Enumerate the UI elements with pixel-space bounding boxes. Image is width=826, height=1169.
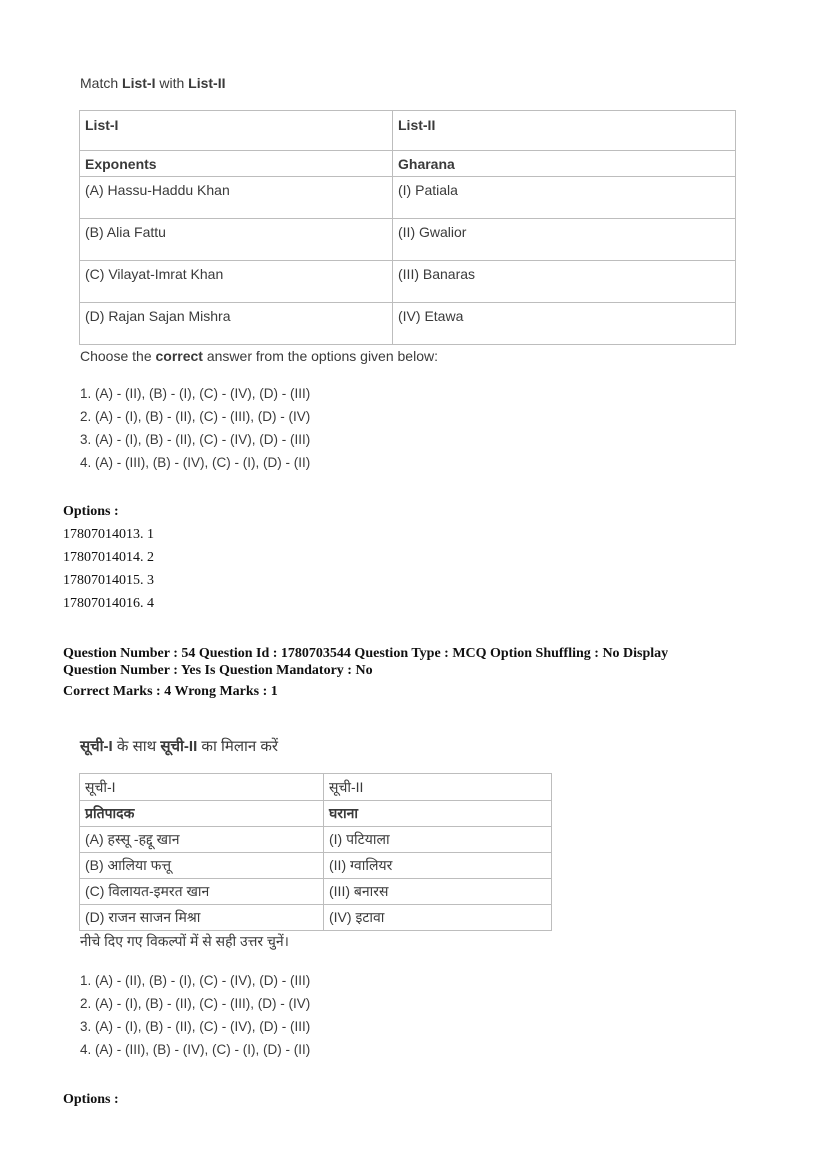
options-label: Options : [63, 504, 119, 519]
table-cell: (I) पटियाला [324, 827, 552, 853]
table-row [80, 879, 552, 905]
table-cell: (A) Hassu-Haddu Khan [80, 177, 393, 219]
table-header-row [80, 774, 552, 801]
table-row [80, 827, 552, 853]
instruction-hi: नीचे दिए गए विकल्पों में से सही उत्तर चुनें। [80, 933, 289, 949]
heading-list2: List-II [188, 75, 226, 91]
table-header-cell: List-I [80, 111, 393, 151]
table-subheader-row [80, 151, 736, 177]
table-cell: (I) Patiala [393, 177, 736, 219]
table-subheader-cell: प्रतिपादक [80, 801, 324, 827]
question-heading-en [80, 75, 226, 91]
option-item: 17807014015. 3 [63, 573, 154, 588]
table-subheader-cell: Gharana [393, 151, 736, 177]
option-item: 17807014014. 2 [63, 550, 154, 565]
instruction-en [80, 348, 438, 364]
options-label: Options : [63, 1092, 119, 1107]
instruction-prefix: Choose the [80, 348, 156, 364]
table-subheader-cell: घराना [324, 801, 552, 827]
match-table-hi [79, 773, 552, 931]
table-row [80, 177, 736, 219]
match-table-en [79, 110, 736, 345]
table-cell: (II) ग्वालियर [324, 853, 552, 879]
table-cell: (B) Alia Fattu [80, 219, 393, 261]
heading-hi-mid: के साथ [112, 738, 161, 755]
heading-list1: List-I [122, 75, 156, 91]
table-row [80, 303, 736, 345]
table-row [80, 853, 552, 879]
table-cell: (IV) Etawa [393, 303, 736, 345]
question-heading-hi [80, 736, 278, 756]
table-cell: (C) Vilayat-Imrat Khan [80, 261, 393, 303]
heading-hi-list2: सूची-II [160, 738, 198, 755]
table-cell: (II) Gwalior [393, 219, 736, 261]
choice-4-en: 4. (A) - (III), (B) - (IV), (C) - (I), (D) - (II) [80, 455, 311, 470]
question-meta-line: Question Number : 54 Question Id : 1780703544 Question Type : MCQ Option Shuffling : No Display [63, 646, 669, 661]
instruction-bold: correct [155, 348, 203, 364]
option-item: 17807014016. 4 [63, 596, 154, 611]
heading-mid: with [155, 75, 189, 91]
table-header-cell: सूची-I [80, 774, 324, 801]
choice-3-hi: 3. (A) - (I), (B) - (II), (C) - (IV), (D) - (III) [80, 1019, 311, 1034]
choice-1-en: 1. (A) - (II), (B) - (I), (C) - (IV), (D) - (III) [80, 386, 311, 401]
option-item: 17807014013. 1 [63, 527, 154, 542]
choice-1-hi: 1. (A) - (II), (B) - (I), (C) - (IV), (D) - (III) [80, 973, 311, 988]
question-marks: Correct Marks : 4 Wrong Marks : 1 [63, 684, 278, 699]
table-header-cell: सूची-II [324, 774, 552, 801]
instruction-suffix: answer from the options given below: [202, 348, 438, 364]
table-cell: (III) Banaras [393, 261, 736, 303]
heading-hi-list1: सूची-I [80, 738, 113, 755]
choice-4-hi: 4. (A) - (III), (B) - (IV), (C) - (I), (D) - (II) [80, 1042, 311, 1057]
table-subheader-row [80, 801, 552, 827]
table-subheader-cell: Exponents [80, 151, 393, 177]
table-cell: (D) Rajan Sajan Mishra [80, 303, 393, 345]
table-row [80, 261, 736, 303]
choice-2-en: 2. (A) - (I), (B) - (II), (C) - (III), (D) - (IV) [80, 409, 311, 424]
table-cell: (A) हस्सू -हद्दू खान [80, 827, 324, 853]
choice-3-en: 3. (A) - (I), (B) - (II), (C) - (IV), (D) - (III) [80, 432, 311, 447]
choice-2-hi: 2. (A) - (I), (B) - (II), (C) - (III), (D) - (IV) [80, 996, 311, 1011]
table-cell: (D) राजन साजन मिश्रा [80, 905, 324, 931]
heading-prefix: Match [80, 75, 123, 91]
table-row [80, 905, 552, 931]
table-cell: (IV) इटावा [324, 905, 552, 931]
table-cell: (B) आलिया फत्तू [80, 853, 324, 879]
table-cell: (III) बनारस [324, 879, 552, 905]
question-meta-line: Question Number : Yes Is Question Mandatory : No [63, 663, 373, 678]
table-cell: (C) विलायत-इमरत खान [80, 879, 324, 905]
table-header-row [80, 111, 736, 151]
heading-hi-suffix: का मिलान करें [197, 738, 279, 755]
table-row [80, 219, 736, 261]
table-header-cell: List-II [393, 111, 736, 151]
